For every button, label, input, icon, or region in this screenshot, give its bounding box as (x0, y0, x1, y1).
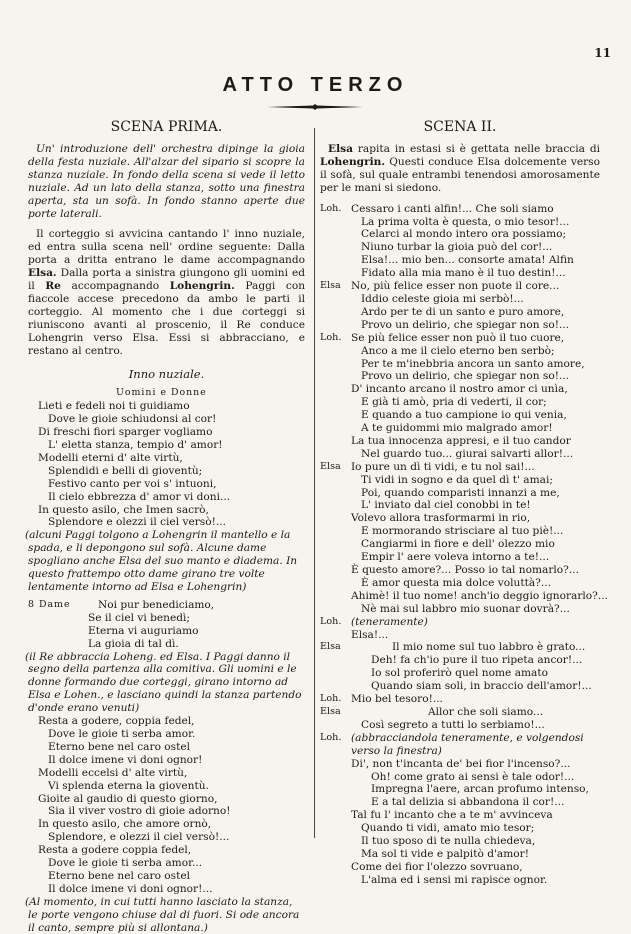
verse-line: Splendore e olezzi il ciel versò!... (48, 516, 226, 529)
dialogue-line (320, 861, 600, 874)
dialogue-line (320, 345, 600, 358)
line-text: Impregna l'aere, arcan profumo intenso, (371, 783, 589, 796)
dialogue-line (320, 577, 600, 590)
line-text: Ti vidi in sogno e da quel dì t' amai; (361, 473, 553, 486)
dialogue-line (320, 383, 600, 396)
page-number: 11 (594, 46, 611, 60)
dialogue-line (320, 487, 600, 500)
dialogue-line (320, 603, 600, 616)
para-text-c: accompagnando (71, 280, 160, 293)
verse-line: In questo asilo, che amore ornò, (38, 818, 212, 831)
dialogue-line (320, 306, 600, 319)
act-title: ATTO TERZO (222, 74, 409, 96)
verse-line: Dove le gioie schiudonsi al cor! (48, 413, 217, 426)
scene-one-title: SCENA PRIMA. (110, 119, 223, 135)
stage-direction: (Al momento, in cui tutti hanno lasciato la stanza, le porte vengono chiuse dal di fuori. Si ode ancora il canto, sempre più si allontana.) (25, 895, 300, 934)
verse-line: Resta a godere coppia fedel, (38, 844, 192, 857)
line-text: È questo amore?... Posso io tal nomarlo?... (351, 564, 579, 576)
dialogue-line (320, 629, 600, 642)
verse-line: Dove le gioie ti serba amor. (48, 727, 196, 740)
verse-line: Eterna vi auguriamo (88, 624, 199, 637)
line-text: Ma sol ti vide e palpitò d'amor! (361, 847, 529, 860)
line-text: Provo un delirio, che spiegar non so!... (361, 370, 570, 383)
para-text-b: Dalla porta a sinistra giungono gli uomini ed il (28, 267, 305, 293)
verse-line: Modelli eccelsi d' alte virtù, (38, 766, 188, 779)
verse-line: Resta a godere, coppia fedel, (38, 715, 195, 728)
dialogue-line (320, 809, 600, 822)
speaker: Loh. (320, 202, 342, 214)
verse-line: Vi splenda eterna la gioventù. (48, 779, 209, 792)
line-text: Se più felice esser non può il tuo cuore, (351, 331, 565, 344)
dialogue-line (320, 874, 600, 887)
line-text: Per te m'inebbria ancora un santo amore, (361, 357, 585, 370)
verse-line: Dove le gioie ti serba amor... (48, 857, 203, 870)
intro-text-b: Questi conduce Elsa dolcemente verso il sofà, sul quale entrambi tenendosi amorosamente per le mani si siedono. (320, 155, 600, 194)
line-text: Io pure un dì ti vidi, e tu nol sai!... (351, 460, 535, 473)
dialogue-line (320, 370, 600, 383)
verse-line: Se il ciel vi benedì; (88, 611, 191, 624)
dialogue-line (320, 835, 600, 848)
dialogue-line (320, 203, 600, 216)
line-text: È amor questa mia dolce voluttà?... (361, 576, 551, 589)
verse-line: Eterno bene nel caro ostel (48, 869, 191, 882)
line-text: E a tal delizia si abbandona il cor!... (371, 796, 565, 809)
line-text: L' inviato dal ciel conobbi in te! (361, 499, 531, 512)
line-text: E quando a tuo campione io qui venia, (361, 409, 567, 422)
line-text: Empir l' aere voleva intorno a te!... (361, 551, 550, 564)
verse-line: Il dolce imene vi doni ognor! (48, 753, 203, 766)
line-text: Nel guardo tuo... giurai salvarti allor!... (361, 447, 574, 460)
verse-line: Noi pur benediciamo, (98, 598, 215, 611)
verse-line: Splendidi e belli di gioventù; (48, 464, 203, 477)
name-elsa: Elsa (328, 143, 353, 155)
line-text: Il mio nome sul tuo labbro è grato... (392, 641, 586, 654)
line-text: Così segreto a tutti lo serbiamo!... (361, 718, 545, 731)
dialogue-line (320, 280, 600, 293)
verse-line: Il cielo ebbrezza d' amor vi doni... (48, 490, 231, 503)
speaker: Loh. (320, 331, 342, 343)
dialogue-line (320, 448, 600, 461)
dialogue-line (320, 241, 600, 254)
dialogue-line (320, 538, 600, 551)
title-ornament (265, 102, 365, 112)
verse-line: Festivo canto per voi s' intuoni, (48, 477, 217, 490)
line-text: Cangiarmi in fiore e dell' olezzo mio (361, 538, 555, 551)
speaker: Elsa (320, 280, 341, 292)
verse-line: Lieti e fedeli noi ti guidiamo (38, 400, 190, 413)
name-re: Re (45, 280, 61, 293)
line-text: L'alma ed i sensi mi rapisce ognor. (361, 873, 548, 886)
dialogue-line (320, 461, 600, 474)
para-text-d: Paggi con fiaccole accese precedono da ambo le parti il corteggio. Al momento che i due corteggi si riuniscono avanti al proscenio, il Re conduce Lohengrin verso Elsa. Essi si abbracciano, e restano al centro. (28, 280, 306, 357)
speaker: Elsa (320, 705, 341, 717)
left-column (25, 118, 306, 934)
verse-line: In questo asilo, che Imen sacrò, (38, 503, 209, 516)
line-text: Volevo allora trasformarmi in rio, (351, 512, 531, 525)
line-text: La tua innocenza appresi, e il tuo candor (351, 434, 571, 447)
dame-row (28, 599, 305, 612)
speaker: Elsa (320, 641, 341, 653)
line-text: La prima volta è questa, o mio tesor!... (361, 215, 570, 228)
line-text: Elsa!... (351, 628, 389, 641)
dialogue-line (320, 499, 600, 512)
stage-direction: (abbracciandola teneramente, e volgendosi verso la finestra) (351, 731, 584, 757)
line-text: No, più felice esser non puote il core... (351, 280, 560, 293)
line-text: Fidato alla mia mano è il tuo destin!... (361, 267, 566, 280)
line-text: Cessaro i canti alfin!... Che soli siamo (351, 202, 554, 215)
dialogue-line (320, 706, 600, 719)
line-text: Anco a me il cielo eterno ben serbò; (361, 344, 555, 357)
verse-line: Gioite al gaudio di questo giorno, (38, 792, 218, 805)
scene-two-title: SCENA II. (423, 119, 497, 135)
line-text: Oh! come grato ai sensi è tale odor!... (371, 770, 575, 783)
line-text: E mormorando strisciare al tuo piè!... (361, 525, 564, 538)
speaker: Loh. (320, 615, 342, 627)
verse-line: Di freschi fiori sparger vogliamo (38, 426, 213, 439)
dialogue-line (320, 293, 600, 306)
dialogue-line (320, 667, 600, 680)
dialogue-line (320, 512, 600, 525)
scene-two-intro (320, 143, 600, 195)
stage-direction: (il Re abbraccia Loheng. ed Elsa. I Paggi danno il segno della partenza alla comitiva. Gli uomini e le donne formando due corteggi, girano intorno ad Elsa e Lohen., e lasciano quindi la stanza partendo d'onde erano venuti) (25, 650, 302, 715)
dialogue-line (320, 796, 600, 809)
column-divider (314, 128, 315, 838)
line-text: A te guidommi mio malgrado amor! (361, 422, 553, 435)
dialogue-line (320, 758, 600, 771)
dialogue-line (320, 654, 600, 667)
dialogue-line (320, 474, 600, 487)
line-text: E già ti amò, pria di vederti, il cor; (361, 396, 547, 409)
verse-line: La gioia di tal dì. (88, 637, 179, 650)
dialogue-line (320, 693, 600, 706)
line-text: Iddio celeste gioia mi serbò!... (361, 292, 524, 305)
line-text: Mio bel tesoro!... (351, 693, 443, 706)
dialogue-line (320, 783, 600, 796)
line-text: Ardo per te di un santo e puro amore, (361, 305, 565, 318)
dialogue-line (320, 319, 600, 332)
speaker: Loh. (320, 693, 342, 705)
name-elsa: Elsa. (28, 267, 57, 280)
line-text: Tal fu l' incanto che a te m' avvinceva (351, 809, 553, 822)
dialogue-line (320, 719, 600, 732)
dialogue-line (320, 422, 600, 435)
line-text: Nè mai sul labbro mio suonar dovrà?... (361, 602, 570, 615)
dialogue-line (320, 358, 600, 371)
dialogue-line (320, 564, 600, 577)
dialogue-line (320, 216, 600, 229)
line-text: Niuno turbar la gioia può del cor!... (361, 241, 553, 254)
line-text: Quando ti vidi, amato mio tesor; (361, 822, 535, 835)
line-text: Provo un delirio, che spiegar non so!... (361, 318, 570, 331)
dialogue-line (320, 228, 600, 241)
verse-two (28, 715, 305, 896)
scene-one-intro: Un' introduzione dell' orchestra dipinge la gioia della festa nuziale. All'alzar del sipario si scopre la stanza nuziale. In fondo della scena si vede il letto nuziale. Ad un lato della stanza, sotto una finestra aperta, sta un sofà. In fondo stanno aperte due porte laterali. (28, 143, 305, 220)
procession-paragraph (28, 228, 305, 357)
dialogue-line (320, 396, 600, 409)
stage-direction: (alcuni Paggi tolgono a Lohengrin il mantello e la spada, e li depongono sul sofà. Alcune dame spogliano anche Elsa del suo manto e diadema. In questo frattempo otto dame girano tre volte lentamente intorno ad Elsa e Lohengrin) (25, 529, 298, 593)
verse-line: Splendore, e olezzi il ciel versò!... (48, 831, 230, 844)
dialogue-line (320, 848, 600, 861)
dialogue-line (320, 589, 608, 603)
speaker: Elsa (320, 460, 341, 472)
verse-one (28, 400, 305, 529)
dialogue-line (320, 254, 600, 267)
dialogue-line (320, 732, 600, 758)
line-text: Deh! fa ch'io pure il tuo ripeta ancor!... (371, 654, 583, 667)
dialogue-line (320, 551, 600, 564)
dialogue-line (320, 616, 600, 629)
name-lohengrin: Lohengrin. (169, 280, 235, 293)
dialogue-line (320, 822, 600, 835)
dialogue-line (320, 771, 600, 784)
uomini-label: Uomini e Donne (116, 387, 207, 399)
stage-direction: (teneramente) (351, 615, 428, 628)
dame-label: 8 Dame (28, 598, 71, 610)
line-text: Il tuo sposo di te nulla chiedeva, (361, 835, 536, 848)
verse-line: Modelli eterni d' alte virtù, (38, 451, 183, 464)
name-lohengrin: Lohengrin. (320, 155, 386, 168)
line-text: Elsa!... mio ben... consorte amata! Alfin (361, 254, 574, 267)
line-text: Celarci al mondo intero ora possiamo; (361, 228, 567, 241)
line-text: Come dei fior l'olezzo sovruano, (351, 860, 523, 873)
dialogue-line (320, 435, 600, 448)
line-text: D' incanto arcano il nostro amor ci unìa, (351, 383, 568, 396)
para-text-a: Il corteggio si avvicina cantando l' inno nuziale, ed entra sulla scena nell' ordine seguente: Dalla porta a dritta entrano le dame accompagnando (28, 228, 305, 267)
dialogue-line (320, 680, 600, 693)
line-text: Ahimè! il tuo nome! anch'io deggio ignorarlo?... (351, 589, 608, 602)
dialogue-line (320, 409, 600, 422)
dialogue-line (320, 641, 600, 654)
dialogue-line (320, 525, 600, 538)
speaker: Loh. (320, 731, 342, 743)
right-column (320, 118, 608, 887)
dialogue-block (320, 202, 608, 887)
inno-title: Inno nuziale. (128, 366, 205, 381)
line-text: Di', non t'incanta de' bei fior l'incenso?... (351, 757, 571, 770)
verse-line: Eterno bene nel caro ostel (48, 740, 191, 753)
line-text: Allor che soli siamo... (428, 705, 544, 718)
dialogue-line (320, 332, 600, 345)
line-text: Io sol proferirò quel nome amato (371, 667, 549, 680)
line-text: Poi, quando comparisti innanzi a me, (361, 486, 560, 499)
dialogue-line (320, 267, 600, 280)
verse-line: L' eletta stanza, tempio d' amor! (48, 439, 223, 452)
line-text: Quando siam soli, in braccio dell'amor!... (371, 680, 592, 693)
verse-line: Il dolce imene vi doni ognor!... (48, 882, 213, 895)
verse-line: Sia il viver vostro di gioie adorno! (48, 805, 231, 818)
intro-text-a: rapita in estasi si è gettata nelle braccia di (357, 143, 601, 155)
